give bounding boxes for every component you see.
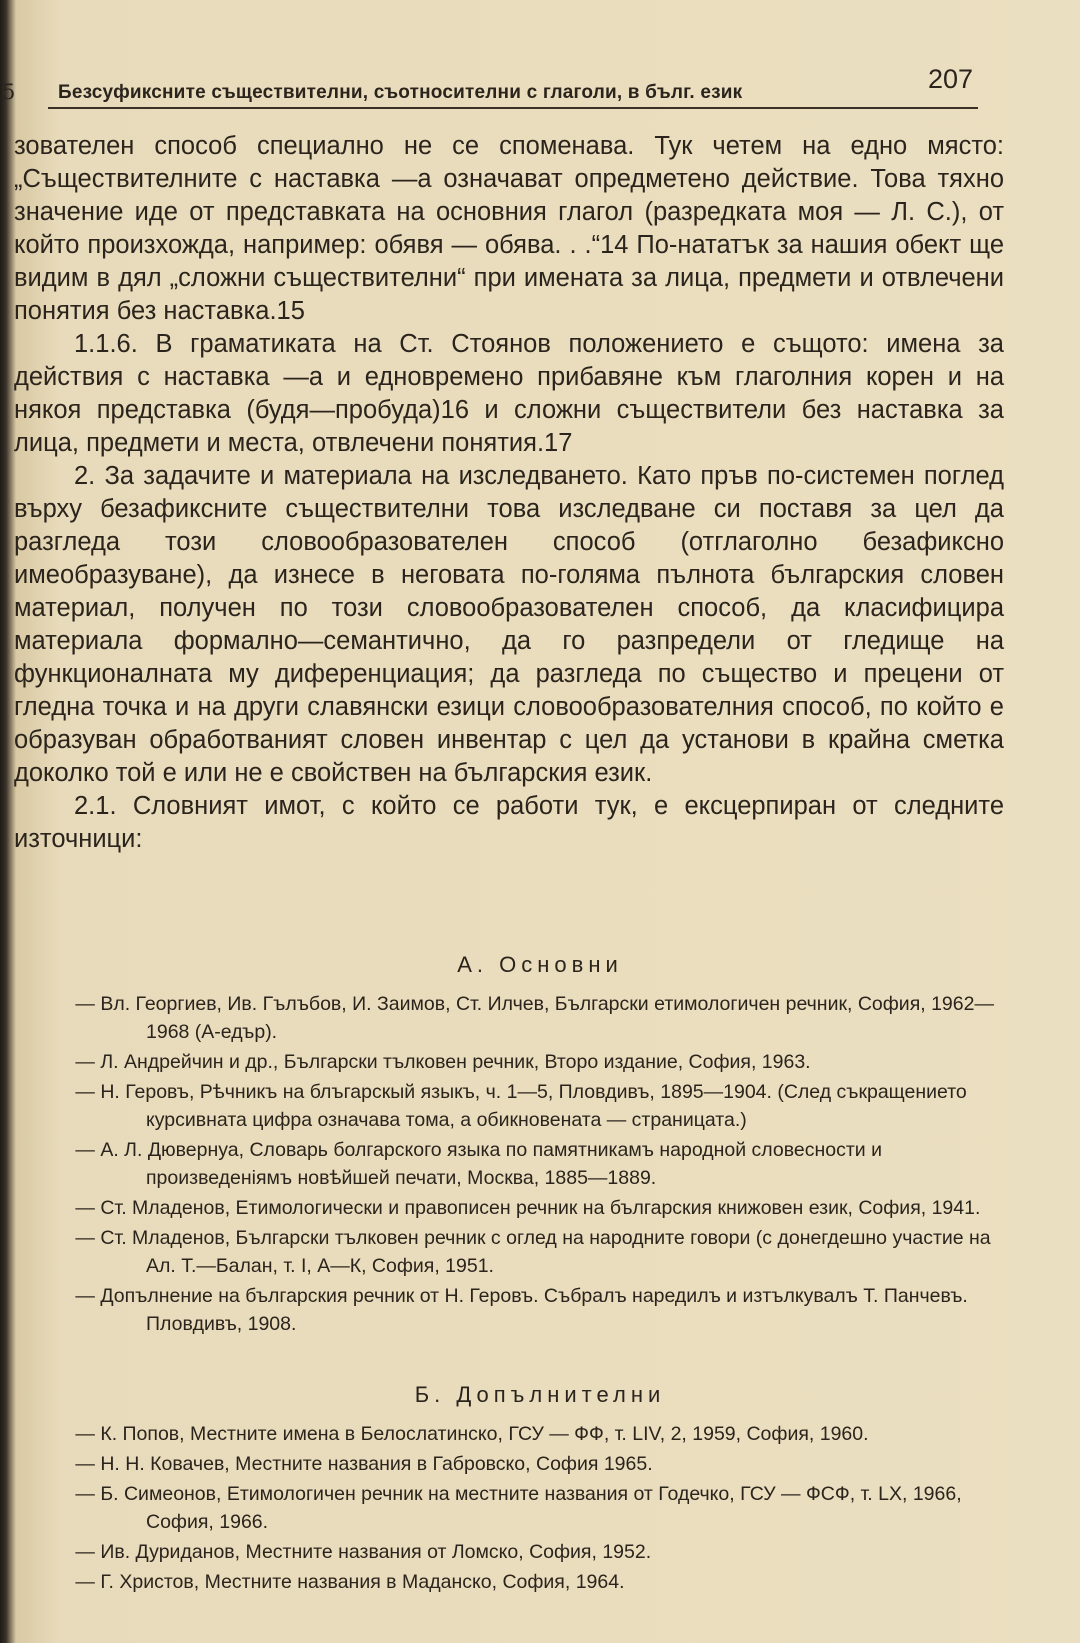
edge-number: 5 [2,80,16,104]
reference-item [30,1282,1010,1338]
running-header [0,60,1080,104]
main-text [14,130,1004,856]
ref-abbr [30,1048,70,1076]
reference-item [30,1480,1010,1536]
ref-abbr [30,1282,70,1310]
paragraph: 2.1. Словният имот, с който се работи тук, е ексцерпиран от следните източници: [14,792,1004,853]
reference-item [30,1136,1010,1192]
paragraph: 1.1.6. В граматиката на Ст. Стоянов положението е същото: имена за действия с наставка —а и едновремено прибавяне към глаголния корен и на някоя представка (будя—пробуда)16 и сложни съществители без наставка за лица, предмети и места, отвлечени понятия.17 [14,330,1004,457]
ref-text: — Допълнение на българския речник от Н. Геровъ. Събралъ наредилъ и изтълкувалъ Т. Панчевъ. Пловдивъ, 1908. [75,1285,968,1335]
reference-item [30,1224,1010,1280]
ref-abbr [30,1420,70,1448]
reference-list-b [30,1420,1010,1598]
reference-list-a [30,990,1010,1340]
ref-text: — К. Попов, Местните имена в Белослатинско, ГСУ — ФФ, т. LIV, 2, 1959, София, 1960. [75,1423,869,1445]
ref-abbr [30,1538,70,1566]
ref-abbr [30,1194,70,1222]
ref-abbr [30,1450,70,1478]
ref-text: — Г. Христов, Местните названия в Маданско, София, 1964. [75,1571,625,1593]
ref-abbr [30,1568,70,1596]
paragraph: 2. За задачите и материала на изследването. Като пръв по-системен поглед върху безафиксните съществителни това изследване си поставя за цел да разгледа този словообразователен способ (отглаголно безафиксно имеобразуване), да изнесе в неговата по-голяма пълнота българския словен материал, получен по този словообразователен способ, да класифицира материала формално—семантично, да го разпредели от гледище на функционалната му диференциация; да разгледа по същество и прецени от гледна точка и на други славянски езици словообразователния способ, по който е образуван обработваният словен инвентар с цел да установи в крайна сметка доколко той е или не е свойствен на българския език. [14,462,1004,787]
ref-text: — Ив. Дуриданов, Местните названия от Ломско, София, 1952. [75,1541,652,1563]
ref-text: — Ст. Младенов, Български тълковен речник с оглед на народните говори (с донегдешно участие на Ал. Т.—Балан, т. I, А—К, София, 1951. [75,1227,991,1277]
ref-text: — Вл. Георгиев, Ив. Гълъбов, И. Заимов, Ст. Илчев, Български етимологичен речник, София, 1962—1968 (А-едър). [75,993,994,1043]
header-rule [48,107,978,109]
reference-item [30,1420,1010,1448]
ref-abbr [30,1136,70,1164]
reference-item [30,1568,1010,1596]
page-number: 207 [928,64,974,94]
reference-item [30,1078,1010,1134]
ref-text: — А. Л. Дювернуа, Словарь болгарского языка по памятникамъ народной словесности и произведенiямъ новѣйшей печати, Москва, 1885—1889. [75,1139,882,1189]
running-title: Безсуфиксните съществителни, съотносителни с глаголи, в бълг. език [58,82,743,103]
section-heading-b: Б. Допълнителни [414,1382,666,1407]
ref-text: — Л. Андрейчин и др., Български тълковен речник, Второ издание, София, 1963. [75,1051,811,1073]
reference-item [30,990,1010,1046]
ref-text: — Б. Симеонов, Етимологичен речник на местните названия от Годечко, ГСУ — ФСФ, т. LX, 1966, София, 1966. [75,1483,962,1533]
reference-item [30,1048,1010,1076]
ref-text: — Н. Н. Ковачев, Местните названия в Габровско, София 1965. [75,1453,653,1475]
paragraph: зователен способ специално не се споменава. Тук четем на едно място: „Съществителните с наставка —а означават опредметено действие. Това тяхно значение иде от представката на основния глагол (разредката моя — Л. С.), от който произхожда, например: обявя — обява. . .“14 По-нататък за нашия обект ще видим в дял „сложни съществителни“ при имената за лица, предмети и отвлечени понятия без наставка.15 [14,132,1004,325]
ref-abbr [30,1480,70,1508]
ref-abbr [30,990,70,1018]
ref-text: — Н. Геровъ, Рѣчникъ на блъгарскый языкъ, ч. 1—5, Пловдивъ, 1895—1904. (След съкращението курсивната цифра означава тома, а обикновената — страницата.) [75,1081,967,1131]
section-heading-a: А. Основни [457,952,623,977]
reference-item [30,1538,1010,1566]
reference-item [30,1450,1010,1478]
ref-abbr [30,1078,70,1106]
ref-text: — Ст. Младенов, Етимологически и правописен речник на българския книжовен език, София, 1941. [75,1197,981,1219]
ref-abbr [30,1224,70,1252]
reference-item [30,1194,1010,1222]
